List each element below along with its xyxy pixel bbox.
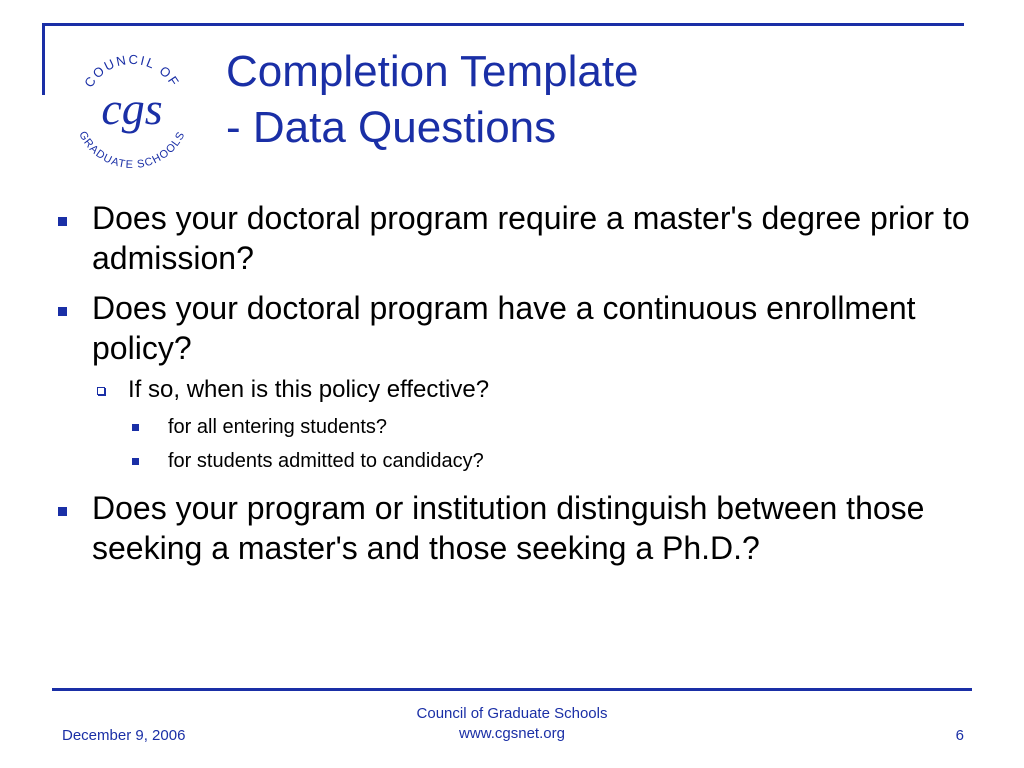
sub-bullet-policy-effective: If so, when is this policy effective? [92, 374, 986, 406]
cgs-logo [62, 40, 202, 180]
logo-monogram: cgs [101, 83, 163, 134]
footer-org-url: www.cgsnet.org [459, 725, 565, 742]
footer-page-number: 6 [955, 727, 964, 744]
slide-title-line-1: Completion Template [226, 47, 639, 96]
bullet-continuous-enrollment-question: Does your doctoral program have a continuous enrollment policy? [56, 288, 986, 368]
slide-title-line-2: - Data Questions [226, 103, 557, 152]
bullet-master-degree-question: Does your doctoral program require a master's degree prior to admission? [56, 198, 986, 278]
footer-rule [52, 688, 972, 691]
logo-ring-top-text: COUNCIL OF [81, 51, 183, 91]
left-frame-rule [42, 23, 45, 95]
top-frame-rule [42, 23, 964, 26]
bullet-distinguish-question: Does your program or institution distinguish between those seeking a master's and those seeking a Ph.D.? [56, 488, 986, 568]
footer-org-name: Council of Graduate Schools [416, 705, 608, 722]
slide-title [226, 44, 639, 156]
sub-sub-bullet-entering-students: for all entering students? [132, 410, 986, 444]
logo-ring-bottom-text: GRADUATE SCHOOLS [76, 129, 188, 172]
sub-sub-bullet-candidacy: for students admitted to candidacy? [132, 444, 986, 478]
slide-body [56, 198, 986, 578]
footer-date: December 9, 2006 [62, 727, 186, 744]
footer-organization [362, 704, 662, 744]
svg-text:GRADUATE SCHOOLS [76, 129, 188, 171]
